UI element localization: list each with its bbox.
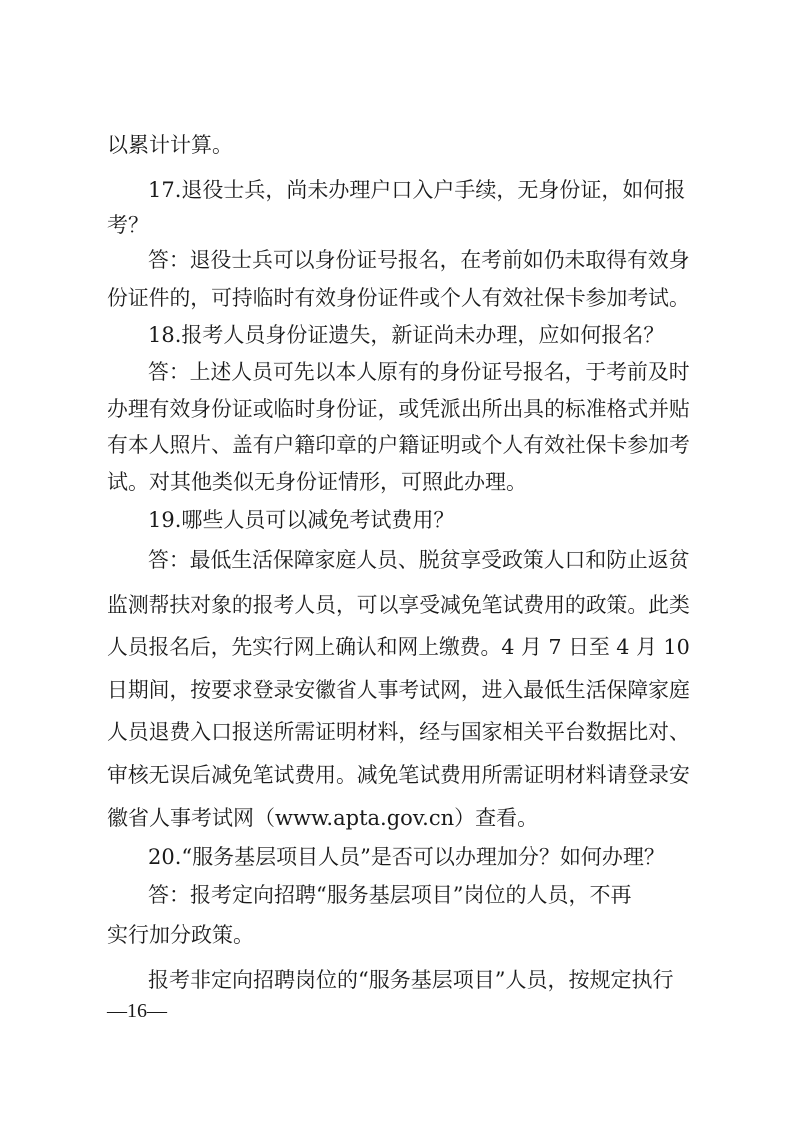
document-page: 以累计计算。 17.退役士兵，尚未办理户口入户手续，无身份证，如何报 考？ 答：退役士兵可以身份证号报名，在考前如仍未取得有效身 份证件的，可持临时有效身份证件或个人有效社保卡参加考试。 18.报考人员身份证遗失，新证尚未办理，应如何报名？ 答：上述人员可先以本人原有的身份证号报名，于考前及时 办理有效身份证或临时身份证，或凭派出所出具的标准格式并贴 有本人照片、盖有户籍印章的户籍证明或个人有效社保卡参加考 试。对其他类似无身份证情形，可照此办理。 19.哪些人员可以减免考试费用？ 答：最低生活保障家庭人员、脱贫享受政策人口和防止返贫 监测帮扶对象的报考人员，可以享受减免笔试费用的政策。此类 人员报名后，先实行网上确认和网上缴费。4 月 7 日至 4 月 10 日期间，按要求登录安徽省人事考试网，进入最低生活保障家庭 人员退费入口报送所需证明材料，经与国家相关平台数据比对、 审核无误后减免笔试费用。减免笔试费用所需证明材料请登录安 徽省人事考试网（www.apta.gov.cn）查看。 20.“服务基层项目人员”是否可以办理加分？如何办理？ 答：报考定向招聘“服务基层项目”岗位的人员，不再 实行加分政策。 报考非定向招聘岗位的“服务基层项目”人员，按规定执行 —16—	[0, 0, 793, 1122]
page-number: —16—	[107, 1000, 167, 1022]
